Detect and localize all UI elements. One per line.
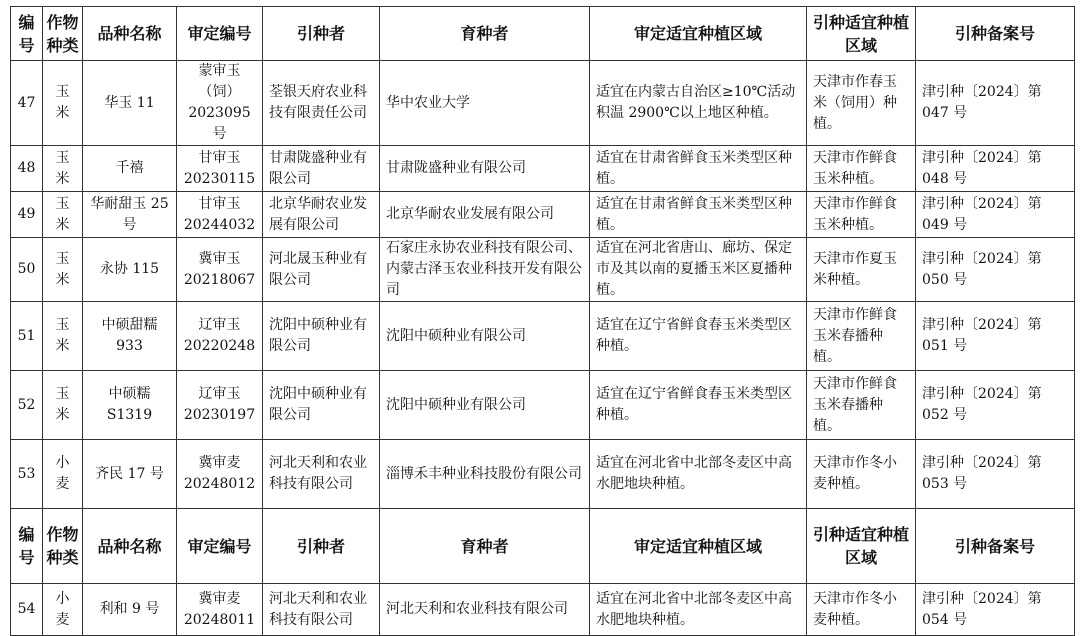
- column-header: 引种适宜种植区域: [807, 7, 916, 61]
- cell-intro-region: 天津市作鲜食玉米种植。: [807, 146, 916, 192]
- cell-breeder: 北京华耐农业发展有限公司: [380, 192, 590, 238]
- cell-intro-region: 天津市作鲜食玉米春播种植。: [807, 371, 916, 440]
- cell-no: 48: [11, 146, 43, 192]
- column-header: 品种名称: [83, 509, 177, 584]
- cell-crop: 玉米: [43, 238, 83, 302]
- cell-record: 津引种〔2024〕第 049 号: [916, 192, 1075, 238]
- table-row: [11, 584, 1075, 636]
- cell-region: 适宜在甘肃省鲜食玉米类型区种植。: [590, 192, 807, 238]
- cell-region: 适宜在河北省唐山、廊坊、保定市及其以南的夏播玉米区夏播种植。: [590, 238, 807, 302]
- cell-introducer: 甘肃陇盛种业有限公司: [263, 146, 380, 192]
- cell-intro-region: 天津市作夏玉米种植。: [807, 238, 916, 302]
- cell-region: 适宜在甘肃省鲜食玉米类型区种植。: [590, 146, 807, 192]
- cell-variety: 中硕糯 S1319: [83, 371, 177, 440]
- cell-region: 适宜在河北省中北部冬麦区中高水肥地块种植。: [590, 440, 807, 509]
- cell-introducer: 河北天利和农业科技有限公司: [263, 584, 380, 636]
- cell-crop: 玉米: [43, 302, 83, 371]
- cell-crop: 玉米: [43, 146, 83, 192]
- table-row: [11, 238, 1075, 302]
- cell-variety: 千禧: [83, 146, 177, 192]
- cell-introducer: 河北天利和农业科技有限公司: [263, 440, 380, 509]
- cell-crop: 小麦: [43, 584, 83, 636]
- cell-intro-region: 天津市作鲜食玉米种植。: [807, 192, 916, 238]
- column-header: 品种名称: [83, 7, 177, 61]
- cell-no: 51: [11, 302, 43, 371]
- cell-record: 津引种〔2024〕第 050 号: [916, 238, 1075, 302]
- cell-introducer: 沈阳中硕种业有限公司: [263, 371, 380, 440]
- cell-intro-region: 天津市作鲜食玉米春播种植。: [807, 302, 916, 371]
- cell-introducer: 北京华耐农业发展有限公司: [263, 192, 380, 238]
- cell-no: 49: [11, 192, 43, 238]
- cell-record: 津引种〔2024〕第 052 号: [916, 371, 1075, 440]
- cell-breeder: 沈阳中硕种业有限公司: [380, 302, 590, 371]
- header-row: [11, 7, 1075, 61]
- cell-crop: 玉米: [43, 371, 83, 440]
- cell-variety: 华耐甜玉 25 号: [83, 192, 177, 238]
- column-header: 引种者: [263, 509, 380, 584]
- cell-no: 50: [11, 238, 43, 302]
- cell-variety: 利和 9 号: [83, 584, 177, 636]
- cell-approval: 辽审玉 20230197: [177, 371, 263, 440]
- column-header: 引种适宜种植区域: [807, 509, 916, 584]
- column-header: 编号: [11, 7, 43, 61]
- column-header: 审定适宜种植区域: [590, 7, 807, 61]
- column-header: 作物种类: [43, 7, 83, 61]
- cell-approval: 甘审玉 20244032: [177, 192, 263, 238]
- table-row: [11, 192, 1075, 238]
- cell-breeder: 石家庄永协农业科技有限公司、内蒙古泽玉农业科技开发有限公司: [380, 238, 590, 302]
- cell-record: 津引种〔2024〕第 048 号: [916, 146, 1075, 192]
- cell-crop: 玉米: [43, 61, 83, 146]
- column-header: 审定适宜种植区域: [590, 509, 807, 584]
- cell-approval: 冀审麦 20248012: [177, 440, 263, 509]
- cell-region: 适宜在辽宁省鲜食春玉米类型区种植。: [590, 302, 807, 371]
- cell-record: 津引种〔2024〕第 053 号: [916, 440, 1075, 509]
- cell-region: 适宜在内蒙古自治区≥10℃活动积温 2900℃以上地区种植。: [590, 61, 807, 146]
- cell-intro-region: 天津市作春玉米（饲用）种植。: [807, 61, 916, 146]
- cell-variety: 华玉 11: [83, 61, 177, 146]
- column-header: 引种备案号: [916, 509, 1075, 584]
- cell-breeder: 河北天利和农业科技有限公司: [380, 584, 590, 636]
- cell-record: 津引种〔2024〕第 047 号: [916, 61, 1075, 146]
- cell-approval: 冀审麦 20248011: [177, 584, 263, 636]
- table-row: [11, 440, 1075, 509]
- cell-breeder: 淄博禾丰种业科技股份有限公司: [380, 440, 590, 509]
- cell-crop: 玉米: [43, 192, 83, 238]
- cell-approval: 蒙审玉（饲）2023095 号: [177, 61, 263, 146]
- column-header: 审定编号: [177, 509, 263, 584]
- table-row: [11, 302, 1075, 371]
- cell-approval: 甘审玉 20230115: [177, 146, 263, 192]
- table-row: [11, 146, 1075, 192]
- cell-crop: 小麦: [43, 440, 83, 509]
- column-header: 编号: [11, 509, 43, 584]
- table-row: [11, 371, 1075, 440]
- cell-no: 53: [11, 440, 43, 509]
- cell-no: 52: [11, 371, 43, 440]
- cell-breeder: 沈阳中硕种业有限公司: [380, 371, 590, 440]
- cell-region: 适宜在河北省中北部冬麦区中高水肥地块种植。: [590, 584, 807, 636]
- cell-approval: 辽审玉 20220248: [177, 302, 263, 371]
- column-header: 引种备案号: [916, 7, 1075, 61]
- column-header: 育种者: [380, 509, 590, 584]
- cell-record: 津引种〔2024〕第 051 号: [916, 302, 1075, 371]
- column-header: 作物种类: [43, 509, 83, 584]
- cell-region: 适宜在辽宁省鲜食春玉米类型区种植。: [590, 371, 807, 440]
- cell-no: 47: [11, 61, 43, 146]
- cell-introducer: 荃银天府农业科技有限责任公司: [263, 61, 380, 146]
- column-header: 育种者: [380, 7, 590, 61]
- cell-introducer: 沈阳中硕种业有限公司: [263, 302, 380, 371]
- cell-introducer: 河北晟玉种业有限公司: [263, 238, 380, 302]
- variety-table: [10, 6, 1075, 636]
- cell-variety: 中硕甜糯 933: [83, 302, 177, 371]
- cell-variety: 齐民 17 号: [83, 440, 177, 509]
- cell-record: 津引种〔2024〕第 054 号: [916, 584, 1075, 636]
- cell-variety: 永协 115: [83, 238, 177, 302]
- cell-approval: 冀审玉 20218067: [177, 238, 263, 302]
- cell-intro-region: 天津市作冬小麦种植。: [807, 584, 916, 636]
- table-row: [11, 61, 1075, 146]
- cell-breeder: 华中农业大学: [380, 61, 590, 146]
- cell-intro-region: 天津市作冬小麦种植。: [807, 440, 916, 509]
- cell-breeder: 甘肃陇盛种业有限公司: [380, 146, 590, 192]
- column-header: 引种者: [263, 7, 380, 61]
- column-header: 审定编号: [177, 7, 263, 61]
- header-row: [11, 509, 1075, 584]
- cell-no: 54: [11, 584, 43, 636]
